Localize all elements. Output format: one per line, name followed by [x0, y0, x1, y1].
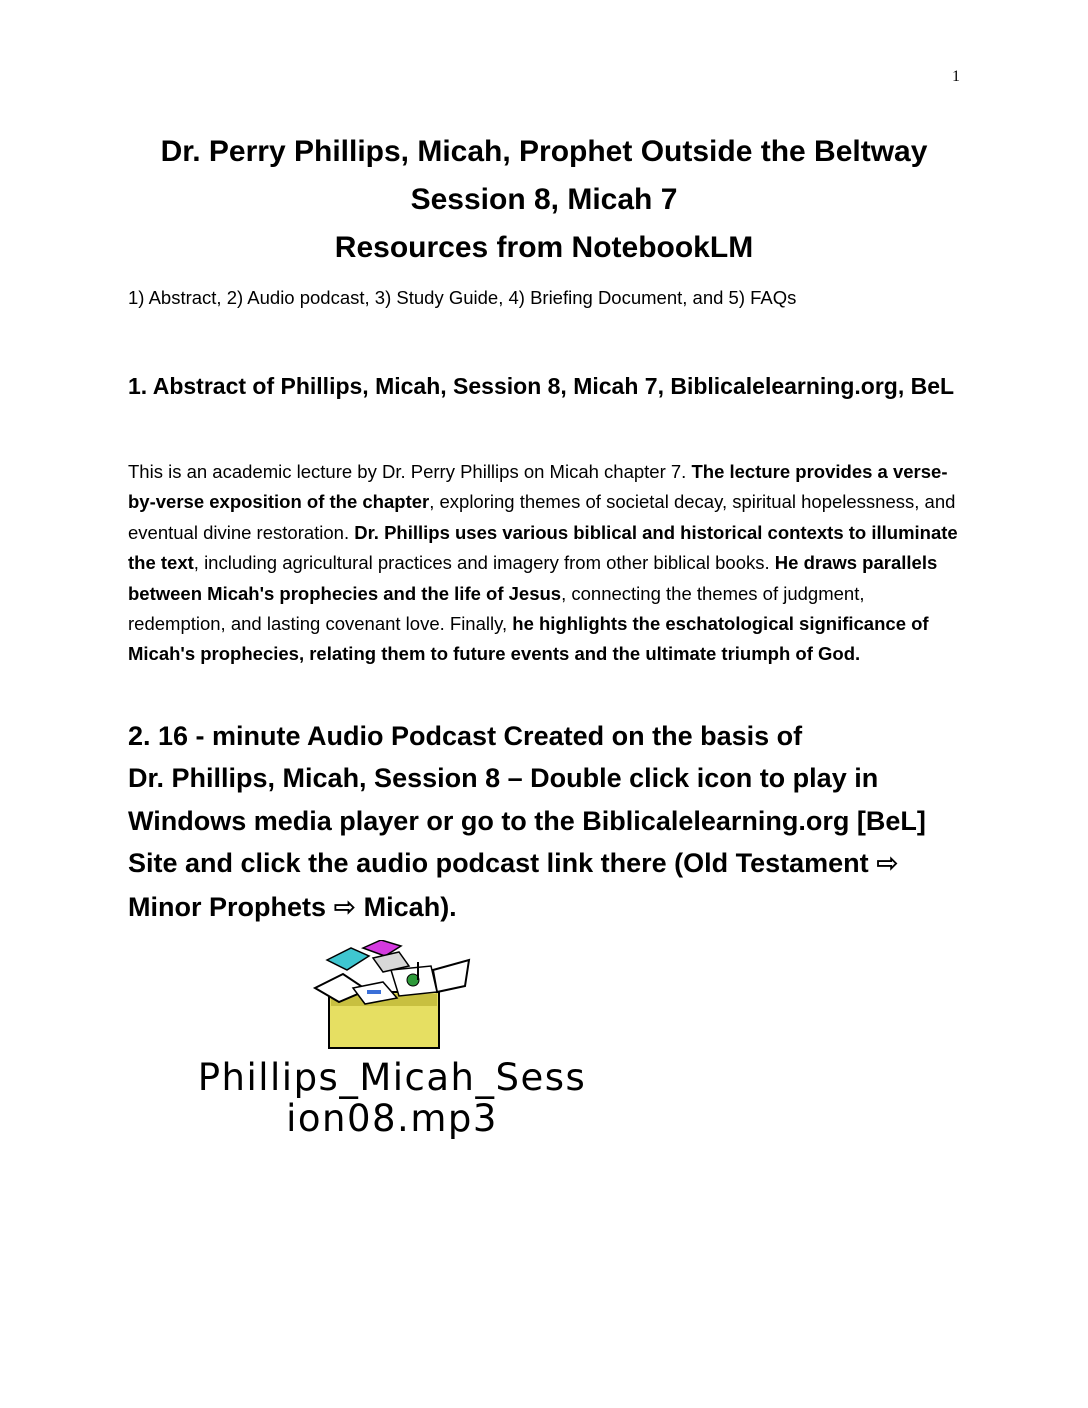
contents-list: 1) Abstract, 2) Audio podcast, 3) Study Guide, 4) Briefing Document, and 5) FAQs [128, 287, 797, 308]
abstract-text-2: , exploring themes of societal decay, spiritual hopelessness, and eventual divine restoration. [128, 491, 956, 543]
title-line-1: Dr. Perry Phillips, Micah, Prophet Outside the Beltway [160, 135, 928, 168]
section-2-line-5-text-a: Minor Prophets [128, 891, 327, 922]
right-arrow-icon: ⇨ [876, 848, 899, 880]
title-line-2: Session 8, Micah 7 [410, 183, 678, 216]
abstract-text-1: This is an academic lecture by Dr. Perry Phillips on Micah chapter 7. [128, 461, 692, 482]
abstract-bold-2: Dr. Phillips uses various biblical and historical contexts to illuminate the text [128, 521, 958, 574]
abstract-bold-3: He draws parallels between Micah's prophecies and the life of Jesus [128, 552, 938, 604]
abstract-bold-1: The lecture provides a verse-by-verse exposition of the chapter [128, 461, 948, 513]
section-2-line-2: Dr. Phillips, Micah, Session 8 – Double click icon to play in [128, 763, 879, 794]
page-number: 1 [952, 68, 960, 85]
section-1-heading: 1. Abstract of Phillips, Micah, Session 8, Micah 7, Biblicalelearning.org, BeL [128, 373, 955, 399]
audio-file-attachment[interactable] [128, 935, 668, 1145]
abstract-text-4: , connecting the themes of judgment, redemption, and lasting covenant love. Finally, [128, 582, 865, 635]
right-arrow-icon: ⇨ [333, 891, 357, 923]
abstract-text-3: , including agricultural practices and imagery from other biblical books. [193, 552, 775, 574]
title-line-3: Resources from NotebookLM [334, 231, 754, 264]
abstract-bold-4: he highlights the eschatological significance of Micah's prophecies, relating them to future events and the ultimate triumph of God. [128, 613, 929, 665]
package-icon[interactable] [313, 940, 473, 1050]
filename-line-1: Phillips_Micah_Sess [197, 1056, 587, 1099]
section-2-heading [128, 715, 968, 929]
document-title [100, 128, 988, 272]
section-2-line-5 [128, 886, 968, 929]
filename-line-2: ion08.mp3 [286, 1097, 498, 1140]
section-2-line-3: Windows media player or go to the Biblicalelearning.org [BeL] [128, 805, 926, 836]
abstract-paragraph [128, 457, 963, 670]
section-2-line-1: 2. 16 - minute Audio Podcast Created on the basis of [128, 721, 803, 751]
section-2-line-5-text-b: Micah). [363, 891, 457, 922]
attachment-filename[interactable] [128, 1057, 656, 1139]
section-2-line-4-text: Site and click the audio podcast link there (Old Testament [128, 848, 869, 879]
section-2-line-4 [128, 842, 968, 885]
